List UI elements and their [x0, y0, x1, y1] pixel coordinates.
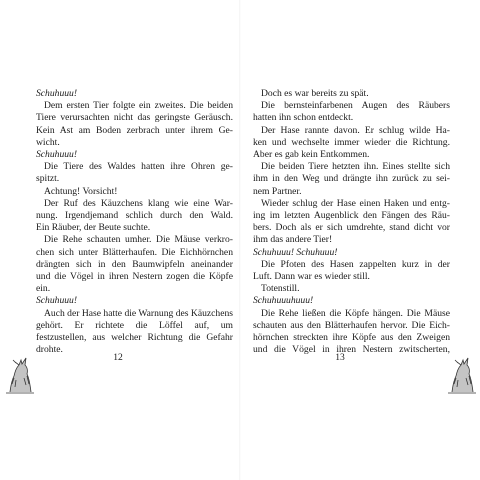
- text-line: schauten aus den Blätterhaufen hervor. Die Eich-: [253, 319, 450, 331]
- text-line: Die Rehe ließen die Köpfe hängen. Die Mäuse: [261, 307, 450, 319]
- text-line: Ein Räuber, der Beute suchte.: [36, 222, 151, 234]
- text-line: wicht.: [36, 136, 60, 148]
- text-line: Schuhuuu!: [36, 88, 78, 99]
- text-line: Der Ruf des Käuzchens klang wie eine War-: [44, 197, 233, 209]
- text-line: Schuhuuuhuuu!: [253, 295, 314, 307]
- text-line: Luft. Dann war es wieder still.: [253, 271, 370, 283]
- text-line: festzustellen, aus welcher Richtung die Gefahr: [36, 332, 233, 344]
- text-line: Tiere verursachten nicht das geringste Geräusch.: [36, 112, 233, 124]
- text-line: und die Vögel in ihren Nestern zogen die Köpfe: [36, 271, 233, 283]
- text-line: Die beiden Tiere hetzten ihn. Eines stellte sich: [261, 161, 450, 173]
- text-line: ing im letzten Augenblick den Fängen des Räu-: [253, 210, 450, 222]
- text-line: und die Vögel in ihren Nestern zwitscherten,: [253, 344, 450, 356]
- text-line: Schuhuuu!: [36, 295, 78, 307]
- text-line: hörnchen streckten ihre Köpfe aus den Zweigen: [253, 332, 450, 344]
- text-line: drohte.: [36, 344, 63, 356]
- text-line: Schuhuuu! Schuhuuu!: [253, 246, 338, 258]
- text-line: Dem ersten Tier folgte ein zweites. Die beiden: [44, 100, 233, 112]
- text-line: chen sich unter Blätterhaufen. Die Eichhörnchen: [36, 246, 233, 258]
- text-line: spitzt.: [36, 173, 60, 185]
- text-line: Kein Ast am Boden zerbrach unter ihrem Ge-: [36, 124, 233, 136]
- howling-wolf-icon: [2, 354, 36, 394]
- text-line: drängten sich in den Baumwipfeln aneinander: [36, 258, 233, 270]
- book-gutter: [239, 0, 241, 480]
- text-line: ein.: [36, 283, 51, 295]
- text-line: Achtung! Vorsicht!: [44, 185, 118, 197]
- right-page-text: [253, 88, 450, 356]
- text-line: Der Hase rannte davon. Er schlug wilde Ha-: [261, 124, 450, 136]
- text-line: bers. Doch als er sich umdrehte, stand dicht vor: [253, 222, 450, 234]
- text-line: ihm das andere Tier!: [253, 234, 333, 246]
- text-line: nung. Irgendjemand schlich durch den Wald.: [36, 210, 233, 222]
- text-line: ken und wechselte immer wieder die Richtung.: [253, 136, 450, 148]
- text-line: Auch der Hase hatte die Warnung des Käuzchens: [44, 307, 233, 319]
- text-line: gehört. Er richtete die Löffel auf, um: [36, 319, 233, 331]
- text-line: Aber es gab kein Entkommen.: [253, 149, 370, 161]
- text-line: Die Rehe schauten umher. Die Mäuse verkro-: [44, 234, 233, 246]
- left-page-text: [36, 88, 233, 356]
- text-line: hatten ihn schon entdeckt.: [253, 112, 354, 124]
- text-line: Doch es war bereits zu spät.: [261, 88, 369, 99]
- text-line: ihm in den Weg und drängte ihn zurück zu sei-: [253, 173, 450, 185]
- text-line: nem Partner.: [253, 185, 302, 197]
- howling-wolf-icon: [444, 354, 478, 394]
- right-page-number: 13: [335, 352, 345, 363]
- text-line: Totenstill.: [261, 283, 300, 295]
- text-line: Die Tiere des Waldes hatten ihre Ohren ge-: [44, 161, 233, 173]
- text-line: Die Pfoten des Hasen zappelten kurz in der: [261, 258, 450, 270]
- text-line: Wieder schlug der Hase einen Haken und entg-: [261, 197, 450, 209]
- text-line: Schuhuuu!: [36, 149, 78, 161]
- left-page-number: 12: [113, 352, 123, 363]
- text-line: Die bernsteinfarbenen Augen des Räubers: [261, 100, 450, 112]
